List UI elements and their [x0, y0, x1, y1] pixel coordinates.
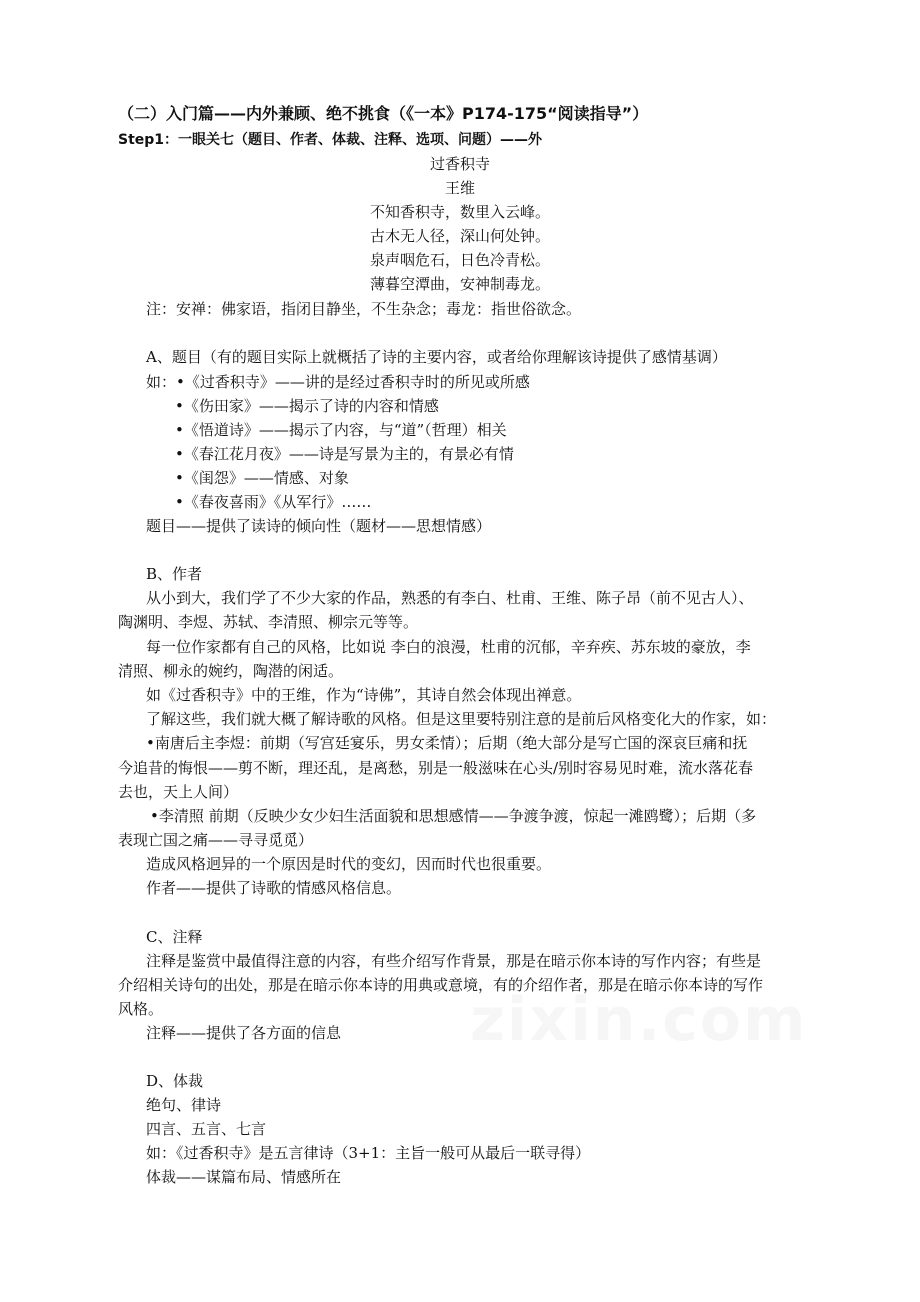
list-item: •《闺怨》——情感、对象 [175, 469, 349, 487]
watermark [470, 985, 808, 1055]
paragraph-line: 了解这些，我们就大概了解诗歌的风格。但是这里要特别注意的是前后风格变化大的作家，如： [146, 710, 777, 728]
paragraph-line: •李清照 前期（反映少女少妇生活面貌和思想感情——争渡争渡，惊起一滩鸥鹭）；后期（多 [150, 807, 757, 825]
poem-line: 泉声咽危石，日色冷青松。 [369, 251, 550, 269]
paragraph-line: 风格。 [118, 1000, 164, 1018]
paragraph-line: 作者——提供了诗歌的情感风格信息。 [146, 879, 402, 897]
paragraph-line: 造成风格迥异的一个原因是时代的变幻，因而时代也很重要。 [146, 855, 552, 873]
paragraph-line: 体裁——谋篇布局、情感所在 [146, 1168, 342, 1186]
section-b-title: B、作者 [146, 565, 203, 583]
paragraph-line: 表现亡国之痛——寻寻觅觅） [118, 831, 314, 849]
paragraph-line: 陶渊明、李煜、苏轼、李清照、柳宗元等等。 [118, 613, 419, 631]
heading: （二）入门篇——内外兼顾、绝不挑食（《一本》P174-175“阅读指导”） [118, 104, 649, 123]
paragraph-line: 每一位作家都有自己的风格，比如说 李白的浪漫，杜甫的沉郁，辛弃疾、苏东坡的豪放，李 [146, 638, 751, 656]
list-item: •《伤田家》——揭示了诗的内容和情感 [175, 397, 439, 415]
section-d-title: D、体裁 [146, 1072, 204, 1090]
paragraph-line: •南唐后主李煜：前期（写宫廷宴乐，男女柔情）；后期（绝大部分是写亡国的深哀巨痛和抚 [146, 734, 748, 752]
poem-line: 不知香积寺，数里入云峰。 [369, 203, 550, 221]
paragraph-line: 注释是鉴赏中最值得注意的内容，有些介绍写作背景，那是在暗示你本诗的写作内容；有些是 [146, 952, 762, 970]
paragraph-line: 绝句、律诗 [146, 1096, 222, 1114]
section-a-summary: 题目——提供了读诗的倾向性（题材——思想情感） [146, 517, 492, 535]
poem-line: 古木无人径，深山何处钟。 [369, 227, 550, 245]
paragraph-line: 清照、柳永的婉约，陶潜的闲适。 [118, 662, 344, 680]
paragraph-line: 如：《过香积寺》是五言律诗（3+1：主旨一般可从最后一联寻得） [146, 1144, 591, 1162]
poem-author: 王维 [444, 179, 475, 197]
paragraph-line: 今追昔的悔恨——剪不断，理还乱，是离愁，别是一般滋味在心头/别时容易见时难，流水落花春 [118, 759, 754, 777]
paragraph-line: 注释——提供了各方面的信息 [146, 1024, 342, 1042]
section-c-title: C、注释 [146, 928, 203, 946]
list-item: •《春江花月夜》——诗是写景为主的，有景必有情 [175, 445, 514, 463]
paragraph-line: 从小到大，我们学了不少大家的作品，熟悉的有李白、杜甫、王维、陈子昂（前不见古人）、 [146, 589, 754, 607]
poem-note: 注：安禅：佛家语，指闭目静坐，不生杂念；毒龙：指世俗欲念。 [146, 300, 582, 318]
poem-title: 过香积寺 [429, 155, 490, 173]
section-a-example: 如：•《过香积寺》——讲的是经过香积寺时的所见或所感 [146, 373, 530, 391]
paragraph-line: 四言、五言、七言 [146, 1120, 267, 1138]
paragraph-line: 如《过香积寺》中的王维，作为“诗佛”，其诗自然会体现出禅意。 [146, 686, 582, 704]
poem-line: 薄暮空潭曲，安神制毒龙。 [369, 275, 550, 293]
list-item: •《春夜喜雨》《从军行》…… [175, 493, 372, 511]
step1-heading: Step1：一眼关七（题目、作者、体裁、注释、选项、问题）——外 [118, 132, 543, 148]
list-item: •《悟道诗》——揭示了内容，与“道”（哲理）相关 [175, 421, 507, 439]
paragraph-line: 去也，天上人间） [118, 783, 239, 801]
section-a-title: A、题目（有的题目实际上就概括了诗的主要内容，或者给你理解该诗提供了感情基调） [146, 348, 727, 366]
paragraph-line: 介绍相关诗句的出处，那是在暗示你本诗的用典或意境，有的介绍作者，那是在暗示你本诗的写作 [118, 976, 764, 994]
